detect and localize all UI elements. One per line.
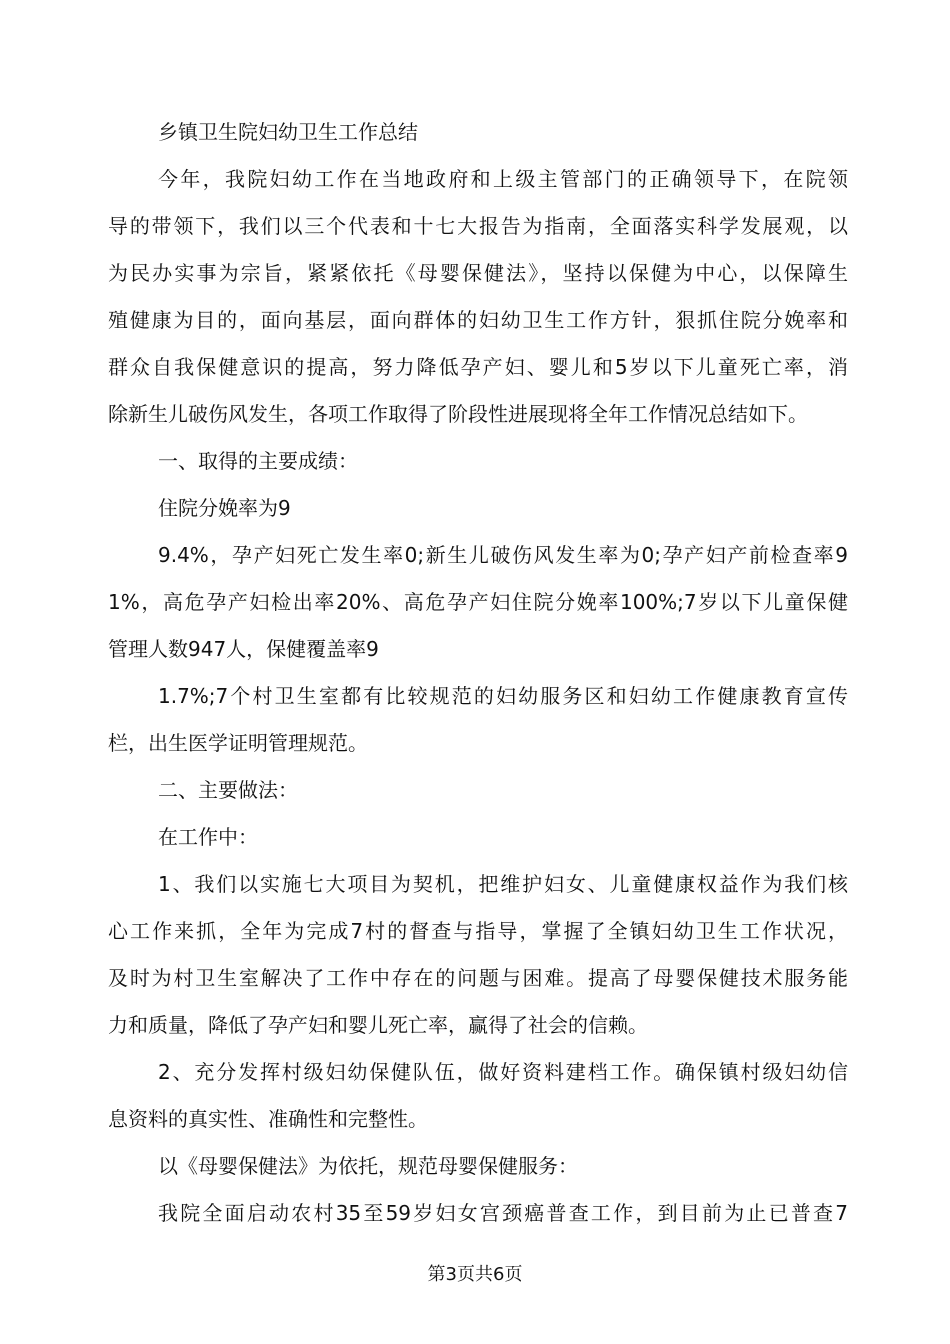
paragraph-line: 我院全面启动农村35至59岁妇女宫颈癌普查工作，到目前为止已普查7 bbox=[158, 1201, 848, 1225]
section-heading: 二、主要做法： bbox=[158, 778, 298, 802]
paragraph-line: 住院分娩率为9 bbox=[158, 496, 291, 520]
paragraph-line: 管理人数947人，保健覆盖率9 bbox=[108, 637, 379, 661]
paragraph-line: 殖健康为目的，面向基层，面向群体的妇幼卫生工作方针，狠抓住院分娩率和 bbox=[108, 308, 848, 332]
section-heading: 一、取得的主要成绩： bbox=[158, 449, 358, 473]
paragraph-line: 1.7%;7个村卫生室都有比较规范的妇幼服务区和妇幼工作健康教育宣传 bbox=[158, 684, 848, 708]
paragraph-line: 力和质量，降低了孕产妇和婴儿死亡率，赢得了社会的信赖。 bbox=[108, 1013, 648, 1037]
page-number: 第3页共6页 bbox=[427, 1264, 523, 1285]
paragraph-line: 今年，我院妇幼工作在当地政府和上级主管部门的正确领导下，在院领 bbox=[158, 167, 848, 191]
paragraph-line: 9.4%，孕产妇死亡发生率0;新生儿破伤风发生率为0;孕产妇产前检查率9 bbox=[158, 543, 848, 567]
paragraph-line: 群众自我保健意识的提高，努力降低孕产妇、婴儿和5岁以下儿童死亡率，消 bbox=[108, 355, 848, 379]
paragraph-line: 为民办实事为宗旨，紧紧依托《母婴保健法》，坚持以保健为中心，以保障生 bbox=[108, 261, 848, 285]
paragraph-line: 1、我们以实施七大项目为契机，把维护妇女、儿童健康权益作为我们核 bbox=[158, 872, 848, 896]
paragraph-line: 心工作来抓，全年为完成7村的督查与指导，掌握了全镇妇幼卫生工作状况， bbox=[108, 919, 848, 943]
document-title: 乡镇卫生院妇幼卫生工作总结 bbox=[158, 120, 418, 144]
paragraph-line: 除新生儿破伤风发生，各项工作取得了阶段性进展现将全年工作情况总结如下。 bbox=[108, 402, 808, 426]
paragraph-line: 导的带领下，我们以三个代表和十七大报告为指南，全面落实科学发展观，以 bbox=[108, 214, 848, 238]
paragraph-line: 以《母婴保健法》为依托，规范母婴保健服务： bbox=[158, 1154, 578, 1178]
paragraph-line: 1%，高危孕产妇检出率20%、高危孕产妇住院分娩率100%;7岁以下儿童保健 bbox=[108, 590, 848, 614]
paragraph-line: 2、充分发挥村级妇幼保健队伍，做好资料建档工作。确保镇村级妇幼信 bbox=[158, 1060, 848, 1084]
paragraph-line: 息资料的真实性、准确性和完整性。 bbox=[108, 1107, 428, 1131]
paragraph-line: 在工作中： bbox=[158, 825, 258, 849]
paragraph-line: 及时为村卫生室解决了工作中存在的问题与困难。提高了母婴保健技术服务能 bbox=[108, 966, 848, 990]
paragraph-line: 栏，出生医学证明管理规范。 bbox=[108, 731, 368, 755]
